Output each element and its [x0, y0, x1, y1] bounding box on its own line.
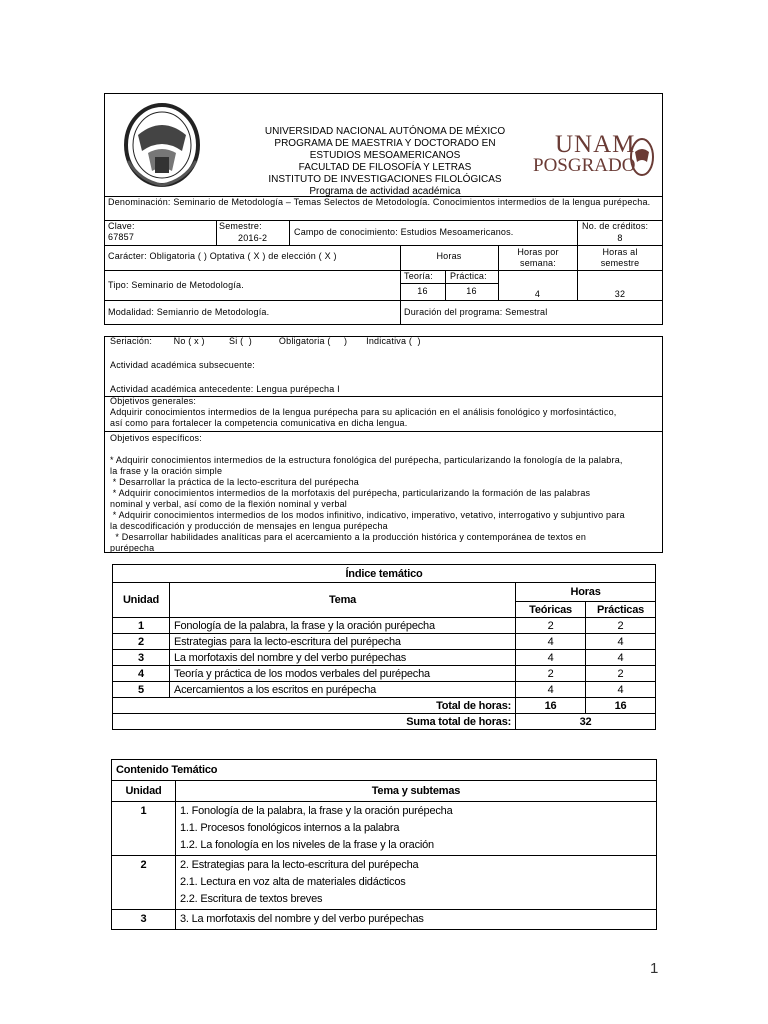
modalidad: Modalidad: Semianrio de Metodología. [108, 307, 270, 317]
row-unidad: 3 [113, 650, 170, 666]
objetivos-especificos-label: Objetivos específicos: [110, 433, 202, 443]
objetivos-generales-text [110, 407, 660, 429]
semestre-value: 2016-2 [238, 233, 268, 243]
posgrado-logo-bottom: POSGRADO [533, 155, 636, 176]
seriacion: Seriación: No ( x ) Si ( ) Obligatoria ( ) Indicativa ( ) [110, 336, 421, 346]
row-teoricas: 4 [516, 650, 586, 666]
actividad-subsecuente: Actividad académica subsecuente: [110, 360, 255, 370]
obj-esp-line: * Desarrollar la práctica de la lecto-escritura del purépecha [110, 477, 360, 487]
indice-title: Índice temático [113, 565, 656, 583]
teoria-value: 16 [417, 286, 428, 296]
row-unidad: 2 [113, 634, 170, 650]
horas-semana-label: Horas por semana: [517, 247, 559, 268]
clave-value: 67857 [108, 232, 135, 242]
row-practicas: 4 [586, 682, 656, 698]
row-tema: Acercamientos a los escritos en purépecha [169, 682, 515, 698]
subtema-line: 2.1. Lectura en voz alta de materiales didácticos [179, 876, 406, 888]
row-unidad: 4 [113, 666, 170, 682]
contenido-unidad: 2 [112, 856, 176, 910]
obj-gen-line: así como para fortalecer la competencia comunicativa en dicha lengua. [110, 418, 408, 428]
practica-value: 16 [466, 286, 477, 296]
horas-semestre-value: 32 [614, 289, 626, 299]
semestre-label: Semestre: [219, 221, 262, 231]
table-row [113, 618, 656, 634]
clave-label: Clave: [108, 221, 135, 231]
objetivos-especificos-text [110, 444, 660, 565]
header-line: INSTITUTO DE INVESTIGACIONES FILOLÓGICAS [268, 174, 502, 185]
creditos-value: 8 [617, 233, 623, 243]
row-tema: Fonología de la palabra, la frase y la oración purépecha [169, 618, 515, 634]
obj-esp-line: la descodificación y producción de mensajes en lengua purépecha [110, 521, 388, 531]
header-line: FACULTAD DE FILOSOFÍA Y LETRAS [298, 162, 472, 173]
denominacion: Denominación: Seminario de Metodología – Temas Selectos de Metodología. Conocimientos intermedios de la lengua purépecha. [108, 197, 651, 207]
posgrado-seal-icon [629, 136, 655, 178]
obj-esp-line: purépecha [110, 543, 155, 553]
row-tema: Teoría y práctica de los modos verbales del purépecha [169, 666, 515, 682]
subtema-line: 1.2. La fonología en los niveles de la frase y la oración [179, 839, 434, 851]
horas-semana-value: 4 [534, 289, 541, 299]
obj-gen-line: Adquirir conocimientos intermedios de la lengua purépecha para su aplicación en el análisis fonológico y morfosintáctico, [110, 407, 617, 417]
header-line: PROGRAMA DE MAESTRIA Y DOCTORADO EN [274, 138, 496, 149]
col-tema: Tema [169, 583, 515, 618]
col-teoricas: Teóricas [516, 602, 586, 618]
table-row [113, 634, 656, 650]
table-row [112, 802, 657, 856]
subtema-line: 3. La morfotaxis del nombre y del verbo purépechas [179, 913, 424, 925]
horas-label: Horas [436, 251, 462, 261]
horas-semestre-label: Horas al semestre [600, 247, 640, 268]
obj-esp-line: * Adquirir conocimientos intermedios de la estructura fonológica del purépecha, particularizando la fonología de la palabra, [110, 455, 623, 465]
row-tema: Estrategias para la lecto-escritura del purépecha [169, 634, 515, 650]
suma-value: 32 [516, 714, 656, 730]
objetivos-generales-label: Objetivos generales: [110, 396, 197, 406]
subtema-line: 1. Fonología de la palabra, la frase y la oración purépecha [179, 805, 453, 817]
obj-esp-line: * Desarrollar habilidades analíticas para el acercamiento a la producción histórica y contemporánea de textos en [110, 532, 587, 542]
page-number: 1 [650, 960, 659, 977]
practica-label: Práctica: [450, 271, 487, 281]
row-teoricas: 2 [516, 666, 586, 682]
contenido-unidad: 1 [112, 802, 176, 856]
posgrado-logo-top: UNAM [555, 131, 636, 158]
contenido-unidad: 3 [112, 910, 176, 930]
row-practicas: 4 [586, 634, 656, 650]
actividad-antecedente: Actividad académica antecedente: Lengua purépecha I [110, 384, 340, 394]
obj-esp-line: * Adquirir conocimientos intermedios de los modos infinitivo, indicativo, imperativo, vetativo, interrogativo y subjuntivo para [110, 510, 625, 520]
total-practicas: 16 [586, 698, 656, 714]
header-line: Programa de actividad académica [309, 186, 461, 197]
row-unidad: 1 [113, 618, 170, 634]
table-row [113, 650, 656, 666]
table-row [113, 682, 656, 698]
unam-seal-icon [122, 101, 202, 189]
caracter: Carácter: Obligatoria ( ) Optativa ( X ) de elección ( X ) [108, 251, 337, 261]
row-teoricas: 2 [516, 618, 586, 634]
col-unidad: Unidad [113, 583, 170, 618]
contenido-col-tema: Tema y subtemas [175, 781, 656, 802]
total-label: Total de horas: [113, 698, 516, 714]
row-practicas: 4 [586, 650, 656, 666]
row-tema: La morfotaxis del nombre y del verbo purépechas [169, 650, 515, 666]
obj-esp-line: la frase y la oración simple [110, 466, 223, 476]
table-row [113, 666, 656, 682]
teoria-label: Teoría: [404, 271, 433, 281]
row-practicas: 2 [586, 666, 656, 682]
tipo: Tipo: Seminario de Metodología. [108, 280, 244, 290]
obj-esp-line: nominal y verbal, así como de la flexión nominal y verbal [110, 499, 348, 509]
campo-conocimiento: Campo de conocimiento: Estudios Mesoamericanos. [294, 227, 514, 237]
contenido-title: Contenido Temático [112, 760, 657, 781]
row-teoricas: 4 [516, 634, 586, 650]
table-row [112, 910, 657, 930]
row-practicas: 2 [586, 618, 656, 634]
contenido-tematico-table [111, 759, 657, 930]
creditos-label: No. de créditos: [582, 221, 649, 231]
indice-tematico-table [112, 564, 656, 730]
posgrado-logo [533, 132, 658, 184]
suma-label: Suma total de horas: [113, 714, 516, 730]
table-row [112, 856, 657, 910]
subtema-line: 2.2. Escritura de textos breves [179, 893, 323, 905]
col-horas: Horas [516, 583, 656, 602]
header-line: ESTUDIOS MESOAMERICANOS [309, 150, 461, 161]
duracion: Duración del programa: Semestral [404, 307, 548, 317]
contenido-col-unidad: Unidad [112, 781, 176, 802]
col-practicas: Prácticas [586, 602, 656, 618]
header-title [220, 126, 550, 198]
subtema-line: 1.1. Procesos fonológicos internos a la palabra [179, 822, 400, 834]
row-teoricas: 4 [516, 682, 586, 698]
obj-esp-line: * Adquirir conocimientos intermedios de la morfotaxis del purépecha, particularizando la formación de las palabras [110, 488, 591, 498]
total-teoricas: 16 [516, 698, 586, 714]
row-unidad: 5 [113, 682, 170, 698]
subtema-line: 2. Estrategias para la lecto-escritura del purépecha [179, 859, 419, 871]
header-line: UNIVERSIDAD NACIONAL AUTÓNOMA DE MÉXICO [264, 126, 506, 137]
